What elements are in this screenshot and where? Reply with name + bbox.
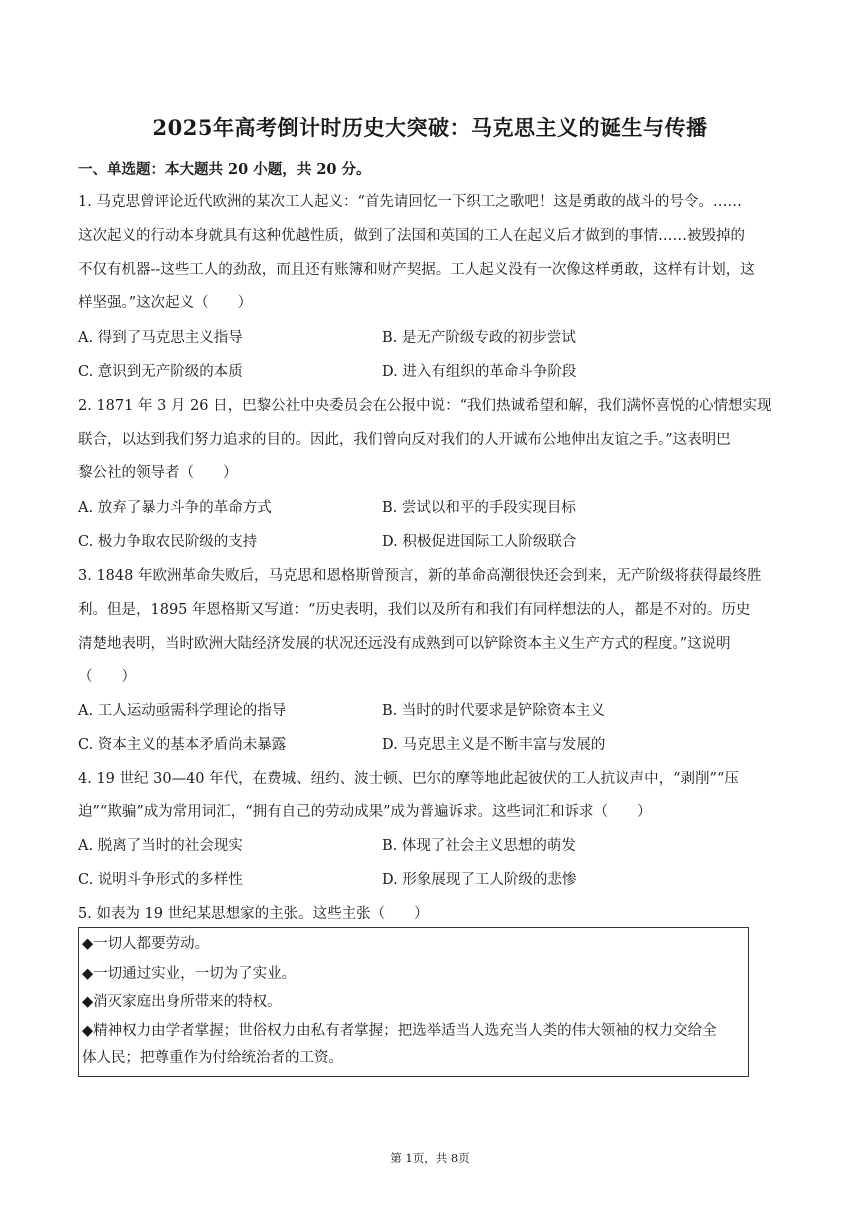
question-text-line: 2. 1871 年 3 月 26 日，巴黎公社中央委员会在公报中说：“我们热诚希望和解，我们满怀喜悦的心情想实现 (78, 398, 772, 414)
question-text-line: 这次起义的行动本身就具有这种优越性质，做到了法国和英国的工人在起义后才做到的事情……被毁掉的 (78, 228, 745, 244)
table-line: ◆精神权力由学者掌握；世俗权力由私有者掌握；把选举适当人选充当人类的伟大领袖的权力交给全 (82, 1023, 717, 1039)
option-b[interactable]: B. 体现了社会主义思想的萌发 (382, 838, 576, 854)
option-a[interactable]: A. 脱离了当时的社会现实 (78, 838, 243, 854)
table-line: ◆一切通过实业，一切为了实业。 (82, 966, 297, 982)
table-line: ◆消灭家庭出身所带来的特权。 (82, 994, 282, 1010)
option-a[interactable]: A. 放弃了暴力斗争的革命方式 (78, 500, 272, 516)
option-b[interactable]: B. 是无产阶级专政的初步尝试 (382, 330, 576, 346)
question-text-line: 清楚地表明，当时欧洲大陆经济发展的状况还远没有成熟到可以铲除资本主义生产方式的程度。”这说明 (78, 636, 731, 652)
option-a[interactable]: A. 得到了马克思主义指导 (78, 330, 243, 346)
table-line: 体人民；把尊重作为付给统治者的工资。 (82, 1050, 343, 1066)
option-b[interactable]: B. 尝试以和平的手段实现目标 (382, 500, 576, 516)
page-footer: 第 1页，共 8页 (390, 1151, 470, 1165)
option-c[interactable]: C. 意识到无产阶级的本质 (78, 364, 243, 380)
question-text-line: 1. 马克思曾评论近代欧洲的某次工人起义：“首先请回忆一下织工之歌吧！这是勇敢的战斗的号令。…… (78, 194, 742, 210)
option-b[interactable]: B. 当时的时代要求是铲除资本主义 (382, 703, 605, 719)
option-a[interactable]: A. 工人运动亟需科学理论的指导 (78, 703, 287, 719)
document-title: 2025年高考倒计时历史大突破：马克思主义的诞生与传播 (152, 115, 708, 140)
table-line: ◆一切人都要劳动。 (82, 936, 210, 952)
section-heading: 一、单选题：本大题共 20 小题，共 20 分。 (78, 161, 371, 178)
question-text-line: 迫”“欺骗”成为常用词汇，“拥有自己的劳动成果”成为普遍诉求。这些词汇和诉求（ ） (78, 804, 652, 820)
option-c[interactable]: C. 资本主义的基本矛盾尚未暴露 (78, 737, 287, 753)
option-d[interactable]: D. 形象展现了工人阶级的悲惨 (382, 872, 577, 888)
question-text-line: 利。但是，1895 年恩格斯又写道：“历史表明，我们以及所有和我们有同样想法的人，都是不对的。历史 (78, 602, 751, 618)
option-c[interactable]: C. 说明斗争形式的多样性 (78, 872, 243, 888)
question-text-line: 黎公社的领导者（ ） (78, 465, 238, 481)
option-d[interactable]: D. 积极促进国际工人阶级联合 (382, 534, 577, 550)
quote-table (78, 927, 749, 1077)
question-text-line: 不仅有机器--这些工人的劲敌，而且还有账簿和财产契据。工人起义没有一次像这样勇敢，这样有计划，这 (78, 262, 755, 278)
option-d[interactable]: D. 进入有组织的革命斗争阶段 (382, 364, 577, 380)
question-text-line: 4. 19 世纪 30—40 年代，在费城、纽约、波士顿、巴尔的摩等地此起彼伏的工人抗议声中，“剥削”“压 (78, 771, 739, 787)
option-c[interactable]: C. 极力争取农民阶级的支持 (78, 534, 258, 550)
question-text-line: 样坚强。”这次起义（ ） (78, 295, 253, 311)
option-d[interactable]: D. 马克思主义是不断丰富与发展的 (382, 737, 606, 753)
question-text-line: （ ） (78, 669, 136, 685)
question-text-line: 联合，以达到我们努力追求的目的。因此，我们曾向反对我们的人开诚布公地伸出友谊之手。”这表明巴 (78, 432, 731, 448)
question-text-line: 5. 如表为 19 世纪某思想家的主张。这些主张（ ） (78, 906, 429, 922)
question-text-line: 3. 1848 年欧洲革命失败后，马克思和恩格斯曾预言，新的革命高潮很快还会到来，无产阶级将获得最终胜 (78, 568, 762, 584)
